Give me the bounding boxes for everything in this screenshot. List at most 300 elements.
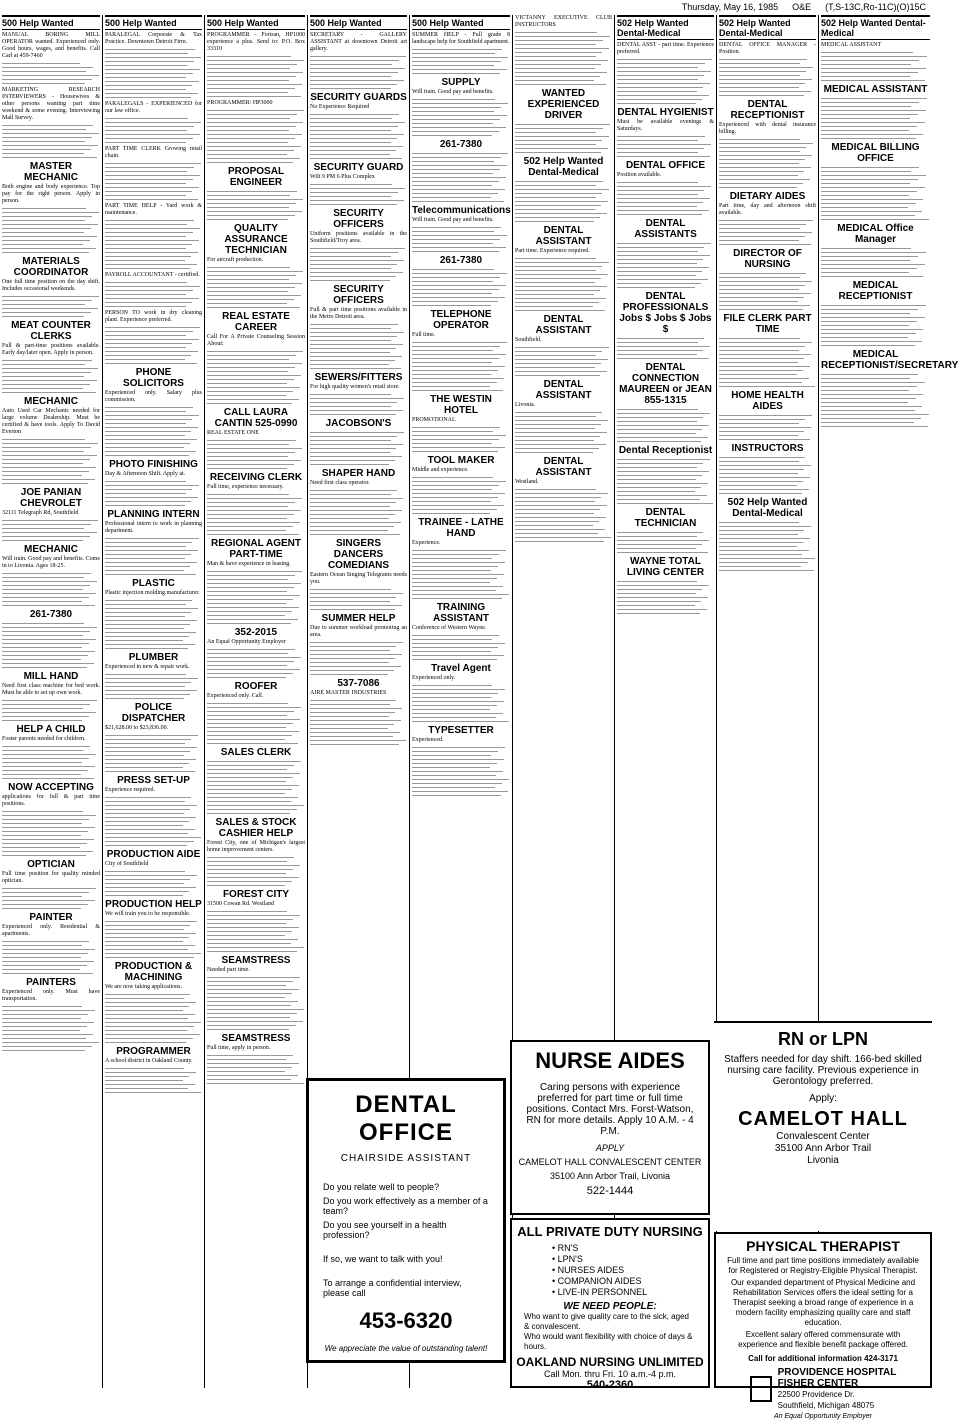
fine-print-line [207, 154, 287, 155]
fine-print-line [310, 122, 405, 123]
fine-print-line [412, 173, 493, 174]
fine-print-line [515, 416, 596, 417]
fine-print-line [719, 342, 812, 343]
fine-print-line [105, 282, 187, 283]
ad-text: Day & Afternoon Shift. Apply at. [105, 471, 186, 477]
fine-print-line [617, 202, 703, 203]
ad-text: A school district in Oakland County. [105, 1058, 193, 1064]
fine-print-line [617, 243, 711, 244]
fine-print-line [207, 279, 289, 280]
fine-print-line [207, 727, 286, 728]
fine-print-line [412, 751, 498, 752]
fine-print-line [2, 248, 96, 249]
fine-print-line [2, 67, 93, 68]
fine-print-line [105, 821, 189, 822]
ad-title: WANTED EXPERIENCED DRIVER [527, 88, 600, 121]
fine-print-line [617, 156, 710, 157]
fine-print-line [2, 961, 94, 962]
ad-text: Experience. [412, 540, 441, 546]
fine-print-line [207, 379, 294, 380]
fine-print-line [207, 518, 287, 519]
ad-text: MARKETING RESEARCH INTERVIEWERS - Housewives & other persons wanting part time weekend & some evening. Interviewing Mall Survey. [2, 87, 100, 121]
fine-print-line [412, 289, 499, 290]
fine-print-line [105, 134, 200, 135]
fine-print-line [207, 267, 290, 268]
fine-print-line [617, 279, 708, 280]
ad-text: Needed part time. [207, 967, 250, 973]
ad-title: MEDICAL ASSISTANT [823, 84, 928, 95]
fine-print-line [617, 214, 702, 215]
fine-print-line [310, 146, 403, 147]
fine-print-line [105, 236, 186, 237]
fine-print-line [2, 774, 81, 775]
fine-print-line [617, 499, 700, 500]
fine-print-line [207, 367, 295, 368]
fine-print-line [617, 463, 703, 464]
fine-print-line [821, 219, 929, 220]
fine-print-line [2, 589, 83, 590]
fine-print-line [412, 795, 501, 796]
fine-print-line [617, 83, 710, 84]
fine-print-line [105, 331, 193, 332]
fine-print-line [207, 797, 298, 798]
dental-office-ad [306, 1078, 506, 1363]
fine-print-line [617, 479, 696, 480]
ad-title: 502 Help Wanted Dental-Medical [727, 497, 808, 519]
fine-print-line [105, 302, 192, 303]
fine-print-line [515, 363, 601, 364]
fine-print-line [2, 651, 95, 652]
fine-print-line [412, 366, 505, 367]
fine-print-line [412, 685, 492, 686]
fine-print-line [412, 647, 498, 648]
fine-print-line [412, 509, 497, 510]
fine-print-line [515, 290, 600, 291]
fine-print-line [515, 347, 609, 348]
fine-print-line [2, 965, 87, 966]
fine-print-line [821, 305, 926, 306]
ad-text: SUMMER HELP - Full grade 8 landscape help for Southfield apartment. [412, 32, 510, 45]
fine-print-line [821, 394, 923, 395]
fine-print-line [617, 247, 704, 248]
fine-print-line [310, 256, 391, 257]
ad-title: DENTAL ASSISTANTS [634, 218, 697, 240]
ad-title: SUMMER HELP [321, 613, 396, 624]
fine-print-line [105, 53, 188, 54]
ad-title: 261-7380 [439, 139, 483, 150]
fine-print-line [2, 949, 95, 950]
fine-print-line [105, 359, 185, 360]
fine-print-line [105, 1014, 195, 1015]
column-heading: 500 Help Wanted [105, 15, 202, 30]
fine-print-line [515, 258, 596, 259]
fine-print-line [310, 154, 390, 155]
fine-print-line [2, 443, 98, 444]
ad-title: MEDICAL Office Manager [837, 223, 914, 245]
fine-print-line [207, 1013, 297, 1014]
fine-print-line [412, 157, 501, 158]
fine-print-line [105, 61, 194, 62]
fine-print-line [2, 79, 92, 80]
fine-print-line [207, 789, 292, 790]
fine-print-line [412, 493, 505, 494]
fine-print-line [719, 232, 812, 233]
fine-print-line [2, 778, 94, 779]
ad-text: $21,628.00 to $23,836.00. [105, 725, 169, 731]
fine-print-line [412, 659, 497, 660]
ad-text: Westland. [515, 479, 539, 485]
fine-print-line [207, 977, 300, 978]
fine-print-line [310, 534, 400, 535]
fine-print-line [515, 355, 596, 356]
fine-print-line [617, 71, 711, 72]
fine-print-line [105, 994, 190, 995]
fine-print-line [105, 682, 191, 683]
fine-print-line [310, 724, 394, 725]
fine-print-line [617, 79, 698, 80]
fine-print-line [207, 707, 301, 708]
fine-print-line [105, 65, 187, 66]
rn-lpn-addr: Livonia [807, 1155, 839, 1166]
fine-print-line [617, 597, 708, 598]
ad-text: DENTAL OFFICE MANAGER - Position. [719, 42, 816, 55]
fine-print-line [617, 532, 703, 533]
pt-body: Full time and part time positions immediately available for Registered or Registry-Eligible Physical Therapist. [727, 1256, 919, 1275]
fine-print-line [310, 188, 405, 189]
fine-print-line [2, 601, 82, 602]
fine-print-line [105, 616, 185, 617]
ad-text: For aircraft production. [207, 257, 264, 263]
fine-print-line [207, 1017, 290, 1018]
fine-print-line [412, 386, 490, 387]
fine-print-line [515, 221, 594, 222]
fine-print-line [105, 175, 200, 176]
fine-print-line [515, 424, 601, 425]
fine-print-line [310, 264, 397, 265]
fine-print-line [105, 85, 192, 86]
fine-print-line [719, 473, 798, 474]
fine-print-line [412, 747, 505, 748]
fine-print-line [310, 522, 401, 523]
fine-print-line [412, 562, 505, 563]
fine-print-line [207, 510, 301, 511]
ad-text: Call For A Private Counseling Session About: [207, 334, 305, 347]
fine-print-line [412, 755, 491, 756]
fine-print-line [821, 60, 919, 61]
column-heading: 502 Help Wanted Dental-Medical [617, 15, 714, 40]
fine-print-line [412, 655, 504, 656]
fine-print-line [105, 1084, 195, 1085]
fine-print-line [412, 115, 507, 116]
fine-print-line [207, 793, 285, 794]
ad-title: SINGERS DANCERS COMEDIANS [327, 538, 390, 571]
fine-print-line [412, 374, 491, 375]
fine-print-line [310, 712, 395, 713]
fine-print-line [207, 571, 302, 572]
fine-print-line [207, 1071, 285, 1072]
fine-print-line [617, 267, 709, 268]
fine-print-line [719, 493, 802, 494]
fine-print-line [515, 144, 596, 145]
fine-print-line [821, 110, 926, 111]
fine-print-line [719, 457, 805, 458]
fine-print-line [207, 287, 295, 288]
fine-print-line [105, 542, 192, 543]
fine-print-line [719, 63, 800, 64]
fine-print-line [310, 530, 388, 531]
fine-print-line [207, 207, 289, 208]
fine-print-line [719, 293, 811, 294]
ad-text: Full time, experience necessary. [207, 484, 284, 490]
nurse-aides-ad [510, 1040, 710, 1215]
fine-print-line [310, 506, 390, 507]
fine-print-line [821, 268, 917, 269]
fine-print-line [515, 32, 597, 33]
fine-print-line [412, 759, 504, 760]
fine-print-line [412, 69, 507, 70]
fine-print-line [105, 427, 198, 428]
fine-print-line [310, 406, 391, 407]
fine-print-line [412, 111, 494, 112]
ad-text: Experience required. [105, 787, 155, 793]
fine-print-line [617, 471, 709, 472]
fine-print-line [310, 642, 403, 643]
column-heading: 500 Help Wanted [2, 15, 100, 30]
fine-print-line [207, 877, 299, 878]
fine-print-line [821, 406, 922, 407]
fine-print-line [207, 919, 293, 920]
fine-print-line [207, 801, 291, 802]
ad-text: Experienced. [412, 737, 444, 743]
ad-title: PHONE SOLICITORS [123, 367, 184, 389]
column-heading: 500 Help Wanted [207, 15, 305, 30]
fine-print-line [207, 514, 294, 515]
fine-print-line [207, 873, 286, 874]
fine-print-line [617, 425, 709, 426]
fine-print-line [105, 187, 199, 188]
fine-print-line [105, 620, 197, 621]
fine-print-line [310, 336, 397, 337]
fine-print-line [105, 447, 184, 448]
nurse-aides-body: Caring persons with experience preferred for part time or full time positions. Contact Mrs. Forst-Watson, RN for more details. Apply 10 A.M. - 4 P.M. [526, 1082, 694, 1137]
ad-title: DENTAL OFFICE [625, 160, 706, 171]
fine-print-line [207, 464, 294, 465]
all-private-item: • RN'S [552, 1243, 579, 1253]
fine-print-line [617, 495, 707, 496]
fine-print-line [2, 655, 88, 656]
pt-org-row [716, 1367, 930, 1411]
fine-print-line [105, 755, 184, 756]
fine-print-line [2, 137, 92, 138]
fine-print-line [310, 498, 403, 499]
ad-title: INSTRUCTORS [731, 443, 804, 454]
ad-text: Forest City, one of Michigan's largest home improvement centers. [207, 840, 305, 853]
fine-print-line [207, 355, 296, 356]
fine-print-line [515, 493, 608, 494]
fine-print-line [412, 721, 509, 722]
fine-print-line [719, 301, 798, 302]
fine-print-line [310, 60, 399, 61]
fine-print-line [105, 546, 186, 547]
fine-print-line [515, 40, 603, 41]
fine-print-line [412, 582, 490, 583]
fine-print-line [2, 750, 83, 751]
fine-print-line [617, 67, 698, 68]
fine-print-line [617, 421, 697, 422]
fine-print-line [617, 503, 713, 504]
fine-print-line [515, 205, 601, 206]
fine-print-line [617, 613, 700, 614]
dental-office-question: Do you work effectively as a member of a team? [323, 1196, 488, 1216]
fine-print-line [310, 700, 396, 701]
ad-text: REAL ESTATE ONE [207, 430, 259, 436]
ad-text: 32111 Telegraph Rd, Southfield [2, 510, 79, 516]
fine-print-line [207, 669, 300, 670]
fine-print-line [207, 534, 299, 535]
fine-print-line [310, 658, 395, 659]
fine-print-line [207, 599, 293, 600]
fine-print-line [719, 439, 810, 440]
rn-lpn-body: Staffers needed for day shift. 166-bed skilled nursing care facility. Previous experience in Gerontology preferred. [724, 1054, 922, 1087]
fine-print-line [617, 283, 701, 284]
fine-print-line [207, 579, 288, 580]
ad-text: Wilt 9 PM 6 Plus Complex [310, 174, 375, 180]
fine-print-line [105, 837, 201, 838]
fine-print-line [412, 350, 493, 351]
fine-print-line [207, 195, 290, 196]
fine-print-line [207, 1067, 292, 1068]
ad-text: MEDICAL ASSISTANT [821, 42, 882, 48]
fine-print-line [310, 88, 391, 89]
fine-print-line [821, 325, 909, 326]
fine-print-line [207, 522, 300, 523]
ad-title: SALES & STOCK CASHIER HELP [215, 817, 297, 839]
fine-print-line [412, 713, 503, 714]
fine-print-line [310, 394, 391, 395]
fine-print-line [821, 398, 916, 399]
ad-text: DENTAL ASST - part time. Experience preferred. [617, 42, 714, 55]
fine-print-line [207, 985, 286, 986]
fine-print-line [105, 435, 185, 436]
fine-print-line [310, 464, 389, 465]
fine-print-line [515, 68, 595, 69]
fine-print-line [617, 593, 696, 594]
fine-print-line [412, 231, 494, 232]
fine-print-line [719, 522, 799, 523]
fine-print-line [821, 321, 917, 322]
fine-print-line [105, 501, 191, 502]
pt-city: Southfield, Michigan 48075 [777, 1401, 875, 1410]
fine-print-line [105, 632, 196, 633]
fine-print-line [2, 145, 98, 146]
fine-print-line [2, 851, 93, 852]
fine-print-line [515, 448, 599, 449]
dental-office-title: DENTAL OFFICE [355, 1091, 457, 1146]
ad-title: DENTAL ASSISTANT [535, 456, 592, 478]
fine-print-line [719, 171, 804, 172]
fine-print-line [821, 195, 909, 196]
fine-print-line [207, 665, 287, 666]
fine-print-line [2, 819, 89, 820]
ad-text: We will train you to be responsible. [105, 911, 191, 917]
fine-print-line [105, 1068, 184, 1069]
fine-print-line [207, 623, 291, 624]
fine-print-line [207, 719, 300, 720]
fine-print-line [2, 1022, 94, 1023]
fine-print-line [2, 941, 89, 942]
fine-print-line [719, 75, 800, 76]
fine-print-line [412, 273, 507, 274]
fine-print-line [412, 119, 500, 120]
fine-print-line [821, 256, 918, 257]
fine-print-line [821, 264, 925, 265]
fine-print-line [105, 694, 190, 695]
fine-print-line [105, 1088, 188, 1089]
ad-title: DENTAL RECEPTIONIST [730, 99, 805, 121]
fine-print-line [207, 997, 285, 998]
fine-print-line [2, 1042, 99, 1043]
fine-print-line [617, 186, 711, 187]
fine-print-line [105, 937, 189, 938]
fine-print-line [2, 635, 83, 636]
fine-print-line [412, 201, 504, 202]
fine-print-line [515, 521, 599, 522]
nurse-aides-org: CAMELOT HALL CONVALESCENT CENTER [518, 1157, 702, 1167]
ad-text: Experienced only. [412, 675, 456, 681]
fine-print-line [2, 667, 87, 668]
fine-print-line [719, 187, 797, 188]
fine-print-line [412, 193, 498, 194]
fine-print-line [821, 171, 911, 172]
fine-print-line [719, 228, 800, 229]
fine-print-line [2, 125, 93, 126]
dental-office-question: To arrange a confidential interview, please call [323, 1278, 462, 1298]
fine-print-line [412, 131, 499, 132]
fine-print-line [2, 153, 84, 154]
fine-print-line [617, 259, 703, 260]
fine-print-line [617, 544, 702, 545]
fine-print-line [412, 269, 494, 270]
column-heading: 500 Help Wanted [310, 15, 407, 30]
fine-print-line [105, 306, 186, 307]
ad-title: QUALITY ASSURANCE TECHNICIAN [224, 223, 288, 256]
ad-text: PERSON TO work in dry cleaning plant. Experience preferred. [105, 310, 202, 323]
fine-print-line [2, 659, 81, 660]
fine-print-line [617, 459, 710, 460]
fine-print-line [105, 945, 195, 946]
fine-print-line [105, 735, 198, 736]
fine-print-line [207, 64, 297, 65]
fine-print-line [719, 550, 809, 551]
fine-print-line [207, 307, 300, 308]
fine-print-line [207, 583, 301, 584]
fine-print-line [105, 49, 195, 50]
fine-print-line [821, 80, 925, 81]
fine-print-line [719, 167, 811, 168]
fine-print-line [412, 705, 497, 706]
fine-print-line [2, 300, 92, 301]
pt-title: PHYSICAL THERAPIST [746, 1238, 900, 1254]
fine-print-line [412, 57, 508, 58]
fine-print-line [105, 743, 185, 744]
fine-print-line [105, 604, 186, 605]
ad-text: Experienced only. Residential & apartments. [2, 924, 100, 937]
fine-print-line [105, 678, 198, 679]
fine-print-line [207, 1005, 291, 1006]
fine-print-line [2, 770, 88, 771]
ad-title: PLUMBER [128, 652, 179, 663]
ad-title: JACOBSON'S [325, 418, 392, 429]
